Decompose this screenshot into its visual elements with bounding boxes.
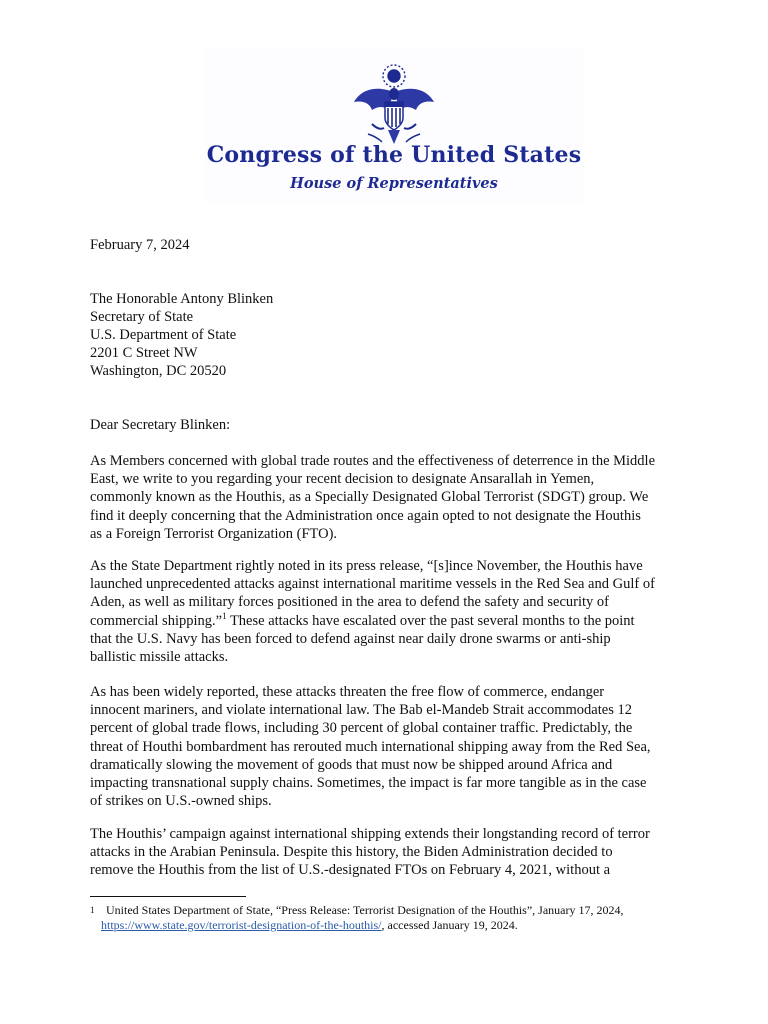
body-paragraph-1 xyxy=(90,452,690,543)
great-seal-eagle-icon xyxy=(348,62,440,150)
recipient-line: Secretary of State xyxy=(90,309,194,325)
quote-continuation: These attacks have escalated over the past several months to the point xyxy=(226,612,635,629)
paragraph-line: impacting transnational supply chains. Sometimes, the impact is far more tangible as in the case xyxy=(90,775,647,792)
paragraph-line: threat of Houthi bombardment has rerouted much international shipping away from the Red Sea, xyxy=(90,738,651,755)
paragraph-line: As the State Department rightly noted in its press release, “[s]ince November, the Houthis have xyxy=(90,558,643,574)
paragraph-line: dramatically slowing the movement of goods that must now be shipped around Africa and xyxy=(90,756,613,773)
paragraph-line: Aden, as well as military forces positioned in the area to defend the safety and security of xyxy=(90,594,610,611)
footnote-text: United States Department of State, “Press Release: Terrorist Designation of the Houthis”, January 17, 2024, xyxy=(106,903,624,917)
footnote-ref-1[interactable]: 1 xyxy=(222,610,227,621)
body-paragraph-2 xyxy=(90,557,690,666)
body-paragraph-4 xyxy=(90,825,690,880)
paragraph-line: find it deeply concerning that the Administration once again opted to not designate the Houthis xyxy=(90,507,641,524)
letterhead-title: Congress of the United States xyxy=(206,142,582,168)
recipient-line: U.S. Department of State xyxy=(90,327,237,343)
paragraph-line: launched unprecedented attacks against international maritime vessels in the Red Sea and Gulf of xyxy=(90,576,655,593)
paragraph-line: East, we write to you regarding your recent decision to designate Ansarallah in Yemen, xyxy=(90,471,595,488)
paragraph-line: The Houthis’ campaign against international shipping extends their longstanding record of terror xyxy=(90,826,650,842)
letterhead xyxy=(205,48,583,203)
paragraph-line: of strikes on U.S.-owned ships. xyxy=(90,793,272,810)
salutation: Dear Secretary Blinken: xyxy=(90,417,231,433)
recipient-line: 2201 C Street NW xyxy=(90,345,198,361)
quote-end: commercial shipping.” xyxy=(90,612,223,629)
letter-date: February 7, 2024 xyxy=(90,237,190,253)
recipient-line: The Honorable Antony Blinken xyxy=(90,291,274,307)
paragraph-line: percent of global trade flows, including 30 percent of global container traffic. Predictably, the xyxy=(90,720,633,737)
footnote-accessed: , accessed January 19, 2024. xyxy=(381,918,518,932)
paragraph-line: as a Foreign Terrorist Organization (FTO). xyxy=(90,525,338,542)
paragraph-line: ballistic missile attacks. xyxy=(90,649,229,666)
paragraph-line: innocent mariners, and violate international law. The Bab el-Mandeb Strait accommodates 12 xyxy=(90,702,632,719)
letterhead-subtitle: House of Representatives xyxy=(290,175,498,192)
paragraph-line: As Members concerned with global trade routes and the effectiveness of deterrence in the Middle xyxy=(90,453,656,469)
paragraph-line: As has been widely reported, these attacks threaten the free flow of commerce, endanger xyxy=(90,684,605,700)
footnote-source xyxy=(101,917,518,933)
recipient-line: Washington, DC 20520 xyxy=(90,363,227,379)
paragraph-line: remove the Houthis from the list of U.S.-designated FTOs on February 4, 2021, without a xyxy=(90,862,611,879)
paragraph-line: attacks in the Arabian Peninsula. Despite this history, the Biden Administration decided to xyxy=(90,844,613,861)
paragraph-line xyxy=(90,612,690,630)
paragraph-line: commonly known as the Houthis, as a Specially Designated Global Terrorist (SDGT) group. We xyxy=(90,489,649,506)
footnote-number: 1 xyxy=(90,905,95,915)
paragraph-line: that the U.S. Navy has been forced to defend against near daily drone swarms or anti-ship xyxy=(90,630,611,647)
footnote-divider xyxy=(90,896,246,897)
footnote-link[interactable]: https://www.state.gov/terrorist-designation-of-the-houthis/ xyxy=(101,918,382,932)
body-paragraph-3 xyxy=(90,683,690,810)
